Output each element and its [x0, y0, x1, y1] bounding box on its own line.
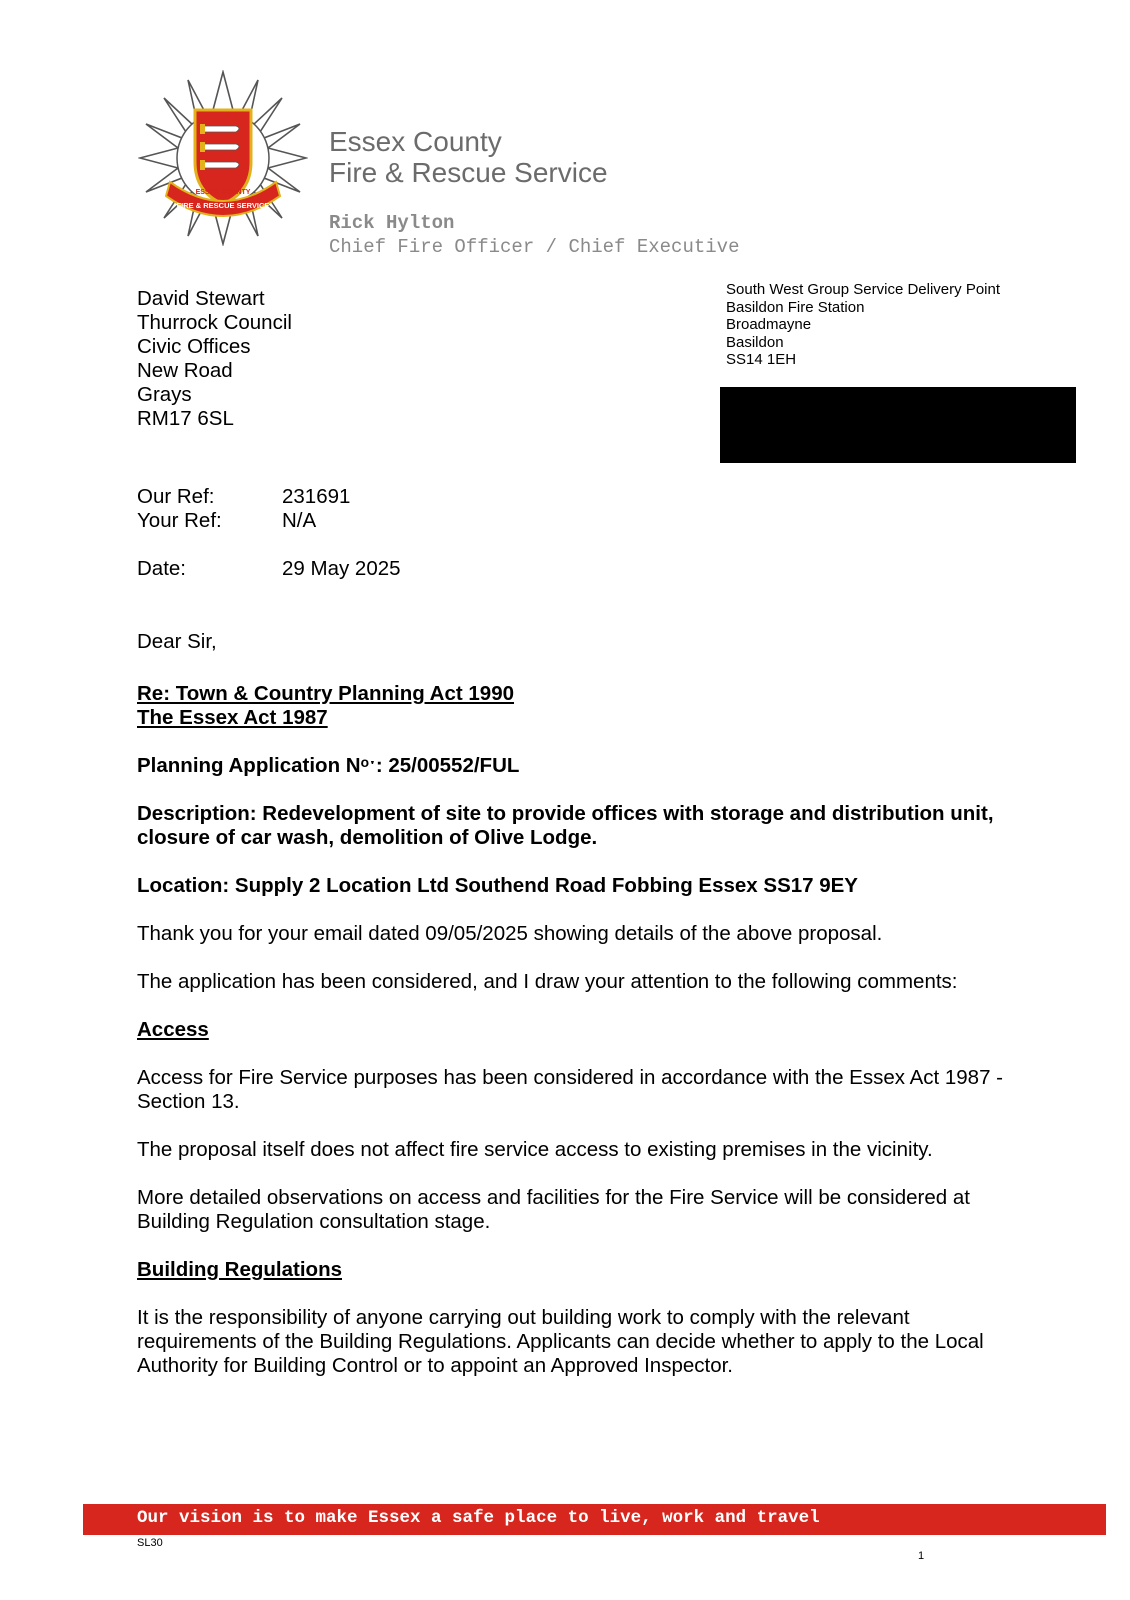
- our-ref-row: [137, 485, 401, 509]
- document-code: SL30: [137, 1537, 163, 1549]
- sender-line: South West Group Service Delivery Point: [726, 281, 1001, 298]
- org-line-1: Essex County: [329, 126, 502, 157]
- sender-line: Basildon: [726, 333, 784, 351]
- recipient-line: New Road: [137, 359, 233, 382]
- your-ref-label: Your Ref:: [137, 509, 222, 532]
- date-label: Date:: [137, 557, 186, 580]
- vision-statement: Our vision is to make Essex a safe place to live, work and travel: [137, 1508, 820, 1528]
- building-regulations-paragraph: It is the responsibility of anyone carrying out building work to comply with the relevant requirements of the Building Regulations. Applicants can decide whether to apply to the Local Authority for Building Control or to appoint an Approved Inspector.: [137, 1306, 984, 1377]
- org-line-2: Fire & Rescue Service: [329, 157, 608, 188]
- sender-line: Broadmayne: [726, 316, 812, 333]
- date-row: [137, 557, 401, 581]
- our-ref-value: 231691: [282, 485, 351, 508]
- date-value: 29 May 2025: [282, 557, 401, 580]
- page-number: 1: [918, 1550, 925, 1562]
- chief-officer-block: [329, 211, 739, 259]
- re-line-1: Re: Town & Country Planning Act 1990: [137, 682, 515, 705]
- letter-body: [137, 630, 1017, 1402]
- officer-name: Rick Hylton: [329, 212, 455, 234]
- salutation: Dear Sir,: [137, 630, 217, 653]
- crest-banner-text: FIRE & RESCUE SERVICE: [176, 201, 270, 210]
- access-paragraph-3: More detailed observations on access and facilities for the Fire Service will be considered at Building Regulation consultation stage.: [137, 1186, 970, 1233]
- sender-line: Basildon Fire Station: [726, 298, 865, 316]
- recipient-line: Thurrock Council: [137, 311, 292, 334]
- our-ref-label: Our Ref:: [137, 485, 215, 508]
- crest-top-text: ESSEX COUNTY: [195, 189, 251, 196]
- re-line-2: The Essex Act 1987: [137, 706, 328, 729]
- officer-title: Chief Fire Officer / Chief Executive: [329, 236, 740, 258]
- organisation-name: [329, 126, 608, 188]
- description: Description: Redevelopment of site to provide offices with storage and distribution unit, closure of car wash, demolition of Olive Lodge.: [137, 802, 994, 849]
- recipient-line: Grays: [137, 383, 192, 406]
- access-heading: Access: [137, 1018, 209, 1041]
- thanks-paragraph: Thank you for your email dated 09/05/2025 showing details of the above proposal.: [137, 922, 883, 945]
- re-heading: [137, 682, 1017, 730]
- building-regulations-heading: Building Regulations: [137, 1258, 342, 1281]
- sender-address: [726, 281, 1000, 369]
- location: Location: Supply 2 Location Ltd Southend Road Fobbing Essex SS17 9EY: [137, 874, 858, 897]
- sender-line: SS14 1EH: [726, 351, 797, 368]
- considered-paragraph: The application has been considered, and I draw your attention to the following comments:: [137, 970, 958, 993]
- access-paragraph-1: Access for Fire Service purposes has been considered in accordance with the Essex Act 1987 - Section 13.: [137, 1066, 1004, 1113]
- planning-application: Planning Application Nᵒˑ: 25/00552/FUL: [137, 754, 520, 777]
- your-ref-value: N/A: [282, 509, 317, 532]
- reference-block: [137, 485, 401, 581]
- fire-service-crest-logo: [138, 70, 308, 246]
- recipient-line: Civic Offices: [137, 335, 251, 358]
- access-paragraph-2: The proposal itself does not affect fire service access to existing premises in the vicinity.: [137, 1138, 933, 1161]
- recipient-line: David Stewart: [137, 287, 265, 310]
- your-ref-row: [137, 509, 401, 533]
- redacted-block: [720, 387, 1076, 463]
- recipient-line: RM17 6SL: [137, 407, 234, 430]
- recipient-address: [137, 287, 292, 431]
